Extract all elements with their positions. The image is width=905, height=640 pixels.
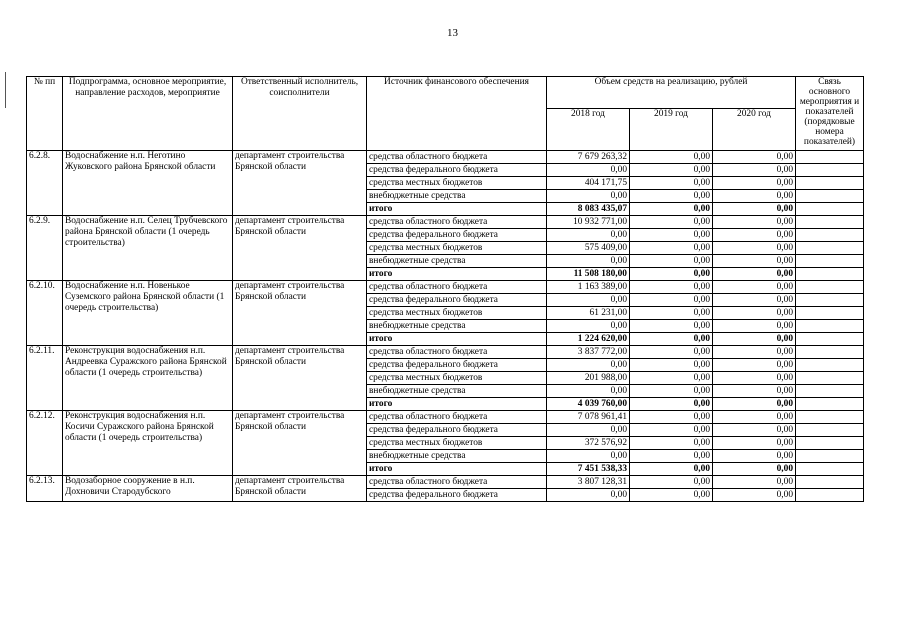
row-code: 6.2.9. xyxy=(27,216,63,281)
header-program: Подпрограмма, основное мероприятие, направление расходов, мероприятие xyxy=(63,77,233,151)
row-amount-2020: 0,00 xyxy=(713,177,796,190)
row-amount-2020: 0,00 xyxy=(713,476,796,489)
row-source: средства федерального бюджета xyxy=(367,294,547,307)
row-amount-2019: 0,00 xyxy=(630,307,713,320)
row-amount-2018: 7 451 538,33 xyxy=(547,463,630,476)
row-amount-2020: 0,00 xyxy=(713,307,796,320)
row-indicator-link xyxy=(796,450,864,463)
row-indicator-link xyxy=(796,372,864,385)
row-amount-2018: 4 039 760,00 xyxy=(547,398,630,411)
row-amount-2019: 0,00 xyxy=(630,372,713,385)
row-amount-2019: 0,00 xyxy=(630,294,713,307)
row-indicator-link xyxy=(796,216,864,229)
row-code: 6.2.13. xyxy=(27,476,63,502)
row-amount-2018: 7 078 961,41 xyxy=(547,411,630,424)
row-amount-2018: 61 231,00 xyxy=(547,307,630,320)
row-amount-2019: 0,00 xyxy=(630,385,713,398)
table-body xyxy=(27,151,864,502)
row-amount-2019: 0,00 xyxy=(630,255,713,268)
row-indicator-link xyxy=(796,424,864,437)
row-amount-2020: 0,00 xyxy=(713,385,796,398)
row-amount-2019: 0,00 xyxy=(630,281,713,294)
row-indicator-link xyxy=(796,476,864,489)
row-amount-2019: 0,00 xyxy=(630,242,713,255)
row-amount-2019: 0,00 xyxy=(630,268,713,281)
row-source: средства федерального бюджета xyxy=(367,359,547,372)
row-code: 6.2.10. xyxy=(27,281,63,346)
row-amount-2020: 0,00 xyxy=(713,333,796,346)
row-amount-2019: 0,00 xyxy=(630,320,713,333)
row-measure-name: Водоснабжение н.п. Селец Трубчевского района Брянской области (1 очередь строительства) xyxy=(63,216,233,281)
row-code: 6.2.11. xyxy=(27,346,63,411)
header-year-2020: 2020 год xyxy=(713,109,796,151)
row-source: средства областного бюджета xyxy=(367,411,547,424)
row-indicator-link xyxy=(796,151,864,164)
row-code: 6.2.8. xyxy=(27,151,63,216)
row-amount-2018: 0,00 xyxy=(547,359,630,372)
row-amount-2020: 0,00 xyxy=(713,242,796,255)
header-volume: Объем средств на реализацию, рублей xyxy=(547,77,796,109)
header-responsible: Ответственный исполнитель, соисполнители xyxy=(233,77,367,151)
row-indicator-link xyxy=(796,294,864,307)
table-row xyxy=(27,476,864,489)
row-amount-2018: 7 679 263,32 xyxy=(547,151,630,164)
page-number: 13 xyxy=(447,27,458,39)
row-amount-2019: 0,00 xyxy=(630,398,713,411)
row-amount-2020: 0,00 xyxy=(713,346,796,359)
table-row xyxy=(27,216,864,229)
row-amount-2018: 0,00 xyxy=(547,164,630,177)
row-code: 6.2.12. xyxy=(27,411,63,476)
row-amount-2020: 0,00 xyxy=(713,489,796,502)
row-source: средства областного бюджета xyxy=(367,216,547,229)
row-source: итого xyxy=(367,203,547,216)
row-amount-2019: 0,00 xyxy=(630,151,713,164)
row-responsible: департамент строительства Брянской области xyxy=(233,346,367,411)
row-amount-2020: 0,00 xyxy=(713,294,796,307)
row-source: средства областного бюджета xyxy=(367,151,547,164)
row-source: средства областного бюджета xyxy=(367,281,547,294)
row-amount-2020: 0,00 xyxy=(713,359,796,372)
row-amount-2019: 0,00 xyxy=(630,476,713,489)
row-source: внебюджетные средства xyxy=(367,190,547,203)
row-responsible: департамент строительства Брянской области xyxy=(233,476,367,502)
row-indicator-link xyxy=(796,164,864,177)
row-amount-2019: 0,00 xyxy=(630,216,713,229)
row-source: итого xyxy=(367,268,547,281)
row-amount-2019: 0,00 xyxy=(630,489,713,502)
row-amount-2019: 0,00 xyxy=(630,424,713,437)
row-indicator-link xyxy=(796,229,864,242)
row-amount-2018: 201 988,00 xyxy=(547,372,630,385)
margin-mark xyxy=(5,72,6,108)
row-amount-2018: 1 224 620,00 xyxy=(547,333,630,346)
row-amount-2020: 0,00 xyxy=(713,450,796,463)
row-measure-name: Водоснабжение н.п. Новенькое Суземского района Брянской области (1 очередь строительства) xyxy=(63,281,233,346)
row-measure-name: Водозаборное сооружение в н.п. Дохновичи Стародубского xyxy=(63,476,233,502)
row-source: итого xyxy=(367,333,547,346)
row-amount-2020: 0,00 xyxy=(713,164,796,177)
row-source: средства местных бюджетов xyxy=(367,437,547,450)
row-indicator-link xyxy=(796,333,864,346)
header-year-2019: 2019 год xyxy=(630,109,713,151)
row-indicator-link xyxy=(796,307,864,320)
row-indicator-link xyxy=(796,437,864,450)
row-amount-2020: 0,00 xyxy=(713,372,796,385)
row-amount-2020: 0,00 xyxy=(713,268,796,281)
row-indicator-link xyxy=(796,281,864,294)
row-amount-2020: 0,00 xyxy=(713,229,796,242)
row-amount-2020: 0,00 xyxy=(713,216,796,229)
row-responsible: департамент строительства Брянской области xyxy=(233,216,367,281)
row-amount-2019: 0,00 xyxy=(630,346,713,359)
row-amount-2018: 0,00 xyxy=(547,385,630,398)
row-amount-2018: 10 932 771,00 xyxy=(547,216,630,229)
row-amount-2018: 0,00 xyxy=(547,294,630,307)
row-amount-2018: 11 508 180,00 xyxy=(547,268,630,281)
row-indicator-link xyxy=(796,359,864,372)
row-amount-2020: 0,00 xyxy=(713,255,796,268)
row-indicator-link xyxy=(796,255,864,268)
row-source: средства федерального бюджета xyxy=(367,164,547,177)
row-responsible: департамент строительства Брянской области xyxy=(233,281,367,346)
row-amount-2019: 0,00 xyxy=(630,190,713,203)
row-amount-2020: 0,00 xyxy=(713,437,796,450)
row-amount-2018: 3 807 128,31 xyxy=(547,476,630,489)
row-indicator-link xyxy=(796,320,864,333)
row-source: средства федерального бюджета xyxy=(367,424,547,437)
row-amount-2020: 0,00 xyxy=(713,190,796,203)
table-row xyxy=(27,346,864,359)
row-amount-2020: 0,00 xyxy=(713,203,796,216)
row-indicator-link xyxy=(796,190,864,203)
row-indicator-link xyxy=(796,411,864,424)
row-indicator-link xyxy=(796,489,864,502)
row-source: средства местных бюджетов xyxy=(367,307,547,320)
row-amount-2018: 0,00 xyxy=(547,190,630,203)
header-year-2018: 2018 год xyxy=(547,109,630,151)
row-amount-2020: 0,00 xyxy=(713,463,796,476)
row-amount-2018: 1 163 389,00 xyxy=(547,281,630,294)
table-row xyxy=(27,411,864,424)
row-amount-2018: 0,00 xyxy=(547,489,630,502)
row-responsible: департамент строительства Брянской области xyxy=(233,411,367,476)
row-amount-2020: 0,00 xyxy=(713,320,796,333)
row-amount-2020: 0,00 xyxy=(713,398,796,411)
row-amount-2019: 0,00 xyxy=(630,177,713,190)
row-measure-name: Водоснабжение н.п. Неготино Жуковского района Брянской области xyxy=(63,151,233,216)
row-amount-2019: 0,00 xyxy=(630,437,713,450)
row-amount-2018: 0,00 xyxy=(547,450,630,463)
row-source: средства местных бюджетов xyxy=(367,372,547,385)
row-source: средства федерального бюджета xyxy=(367,229,547,242)
row-amount-2018: 575 409,00 xyxy=(547,242,630,255)
row-source: средства местных бюджетов xyxy=(367,242,547,255)
row-source: внебюджетные средства xyxy=(367,385,547,398)
row-indicator-link xyxy=(796,242,864,255)
row-amount-2019: 0,00 xyxy=(630,359,713,372)
row-amount-2018: 8 083 435,07 xyxy=(547,203,630,216)
row-amount-2020: 0,00 xyxy=(713,424,796,437)
row-amount-2018: 0,00 xyxy=(547,320,630,333)
row-source: средства федерального бюджета xyxy=(367,489,547,502)
financing-table xyxy=(26,76,864,502)
row-amount-2019: 0,00 xyxy=(630,411,713,424)
row-indicator-link xyxy=(796,177,864,190)
row-amount-2019: 0,00 xyxy=(630,333,713,346)
row-amount-2019: 0,00 xyxy=(630,203,713,216)
row-indicator-link xyxy=(796,463,864,476)
row-source: итого xyxy=(367,463,547,476)
table-row xyxy=(27,281,864,294)
row-indicator-link xyxy=(796,346,864,359)
row-amount-2018: 0,00 xyxy=(547,229,630,242)
header-link: Связь основного мероприятия и показателей (порядковые номера показателей) xyxy=(796,77,864,151)
row-source: средства местных бюджетов xyxy=(367,177,547,190)
row-measure-name: Реконструкция водоснабжения н.п. Косичи Суражского района Брянской области (1 очередь строительства) xyxy=(63,411,233,476)
table-row xyxy=(27,151,864,164)
row-indicator-link xyxy=(796,398,864,411)
row-amount-2020: 0,00 xyxy=(713,151,796,164)
row-responsible: департамент строительства Брянской области xyxy=(233,151,367,216)
header-number: № пп xyxy=(27,77,63,151)
row-amount-2018: 404 171,75 xyxy=(547,177,630,190)
row-indicator-link xyxy=(796,268,864,281)
row-amount-2019: 0,00 xyxy=(630,229,713,242)
row-amount-2018: 0,00 xyxy=(547,255,630,268)
header-source: Источник финансового обеспечения xyxy=(367,77,547,151)
row-measure-name: Реконструкция водоснабжения н.п. Андреевка Суражского района Брянской области (1 очередь строительства) xyxy=(63,346,233,411)
row-amount-2019: 0,00 xyxy=(630,164,713,177)
row-amount-2019: 0,00 xyxy=(630,450,713,463)
row-source: внебюджетные средства xyxy=(367,450,547,463)
row-indicator-link xyxy=(796,385,864,398)
row-indicator-link xyxy=(796,203,864,216)
row-amount-2020: 0,00 xyxy=(713,411,796,424)
row-source: средства областного бюджета xyxy=(367,476,547,489)
row-amount-2018: 372 576,92 xyxy=(547,437,630,450)
row-source: итого xyxy=(367,398,547,411)
row-amount-2019: 0,00 xyxy=(630,463,713,476)
row-amount-2018: 0,00 xyxy=(547,424,630,437)
row-amount-2020: 0,00 xyxy=(713,281,796,294)
row-source: внебюджетные средства xyxy=(367,320,547,333)
row-source: внебюджетные средства xyxy=(367,255,547,268)
row-source: средства областного бюджета xyxy=(367,346,547,359)
row-amount-2018: 3 837 772,00 xyxy=(547,346,630,359)
